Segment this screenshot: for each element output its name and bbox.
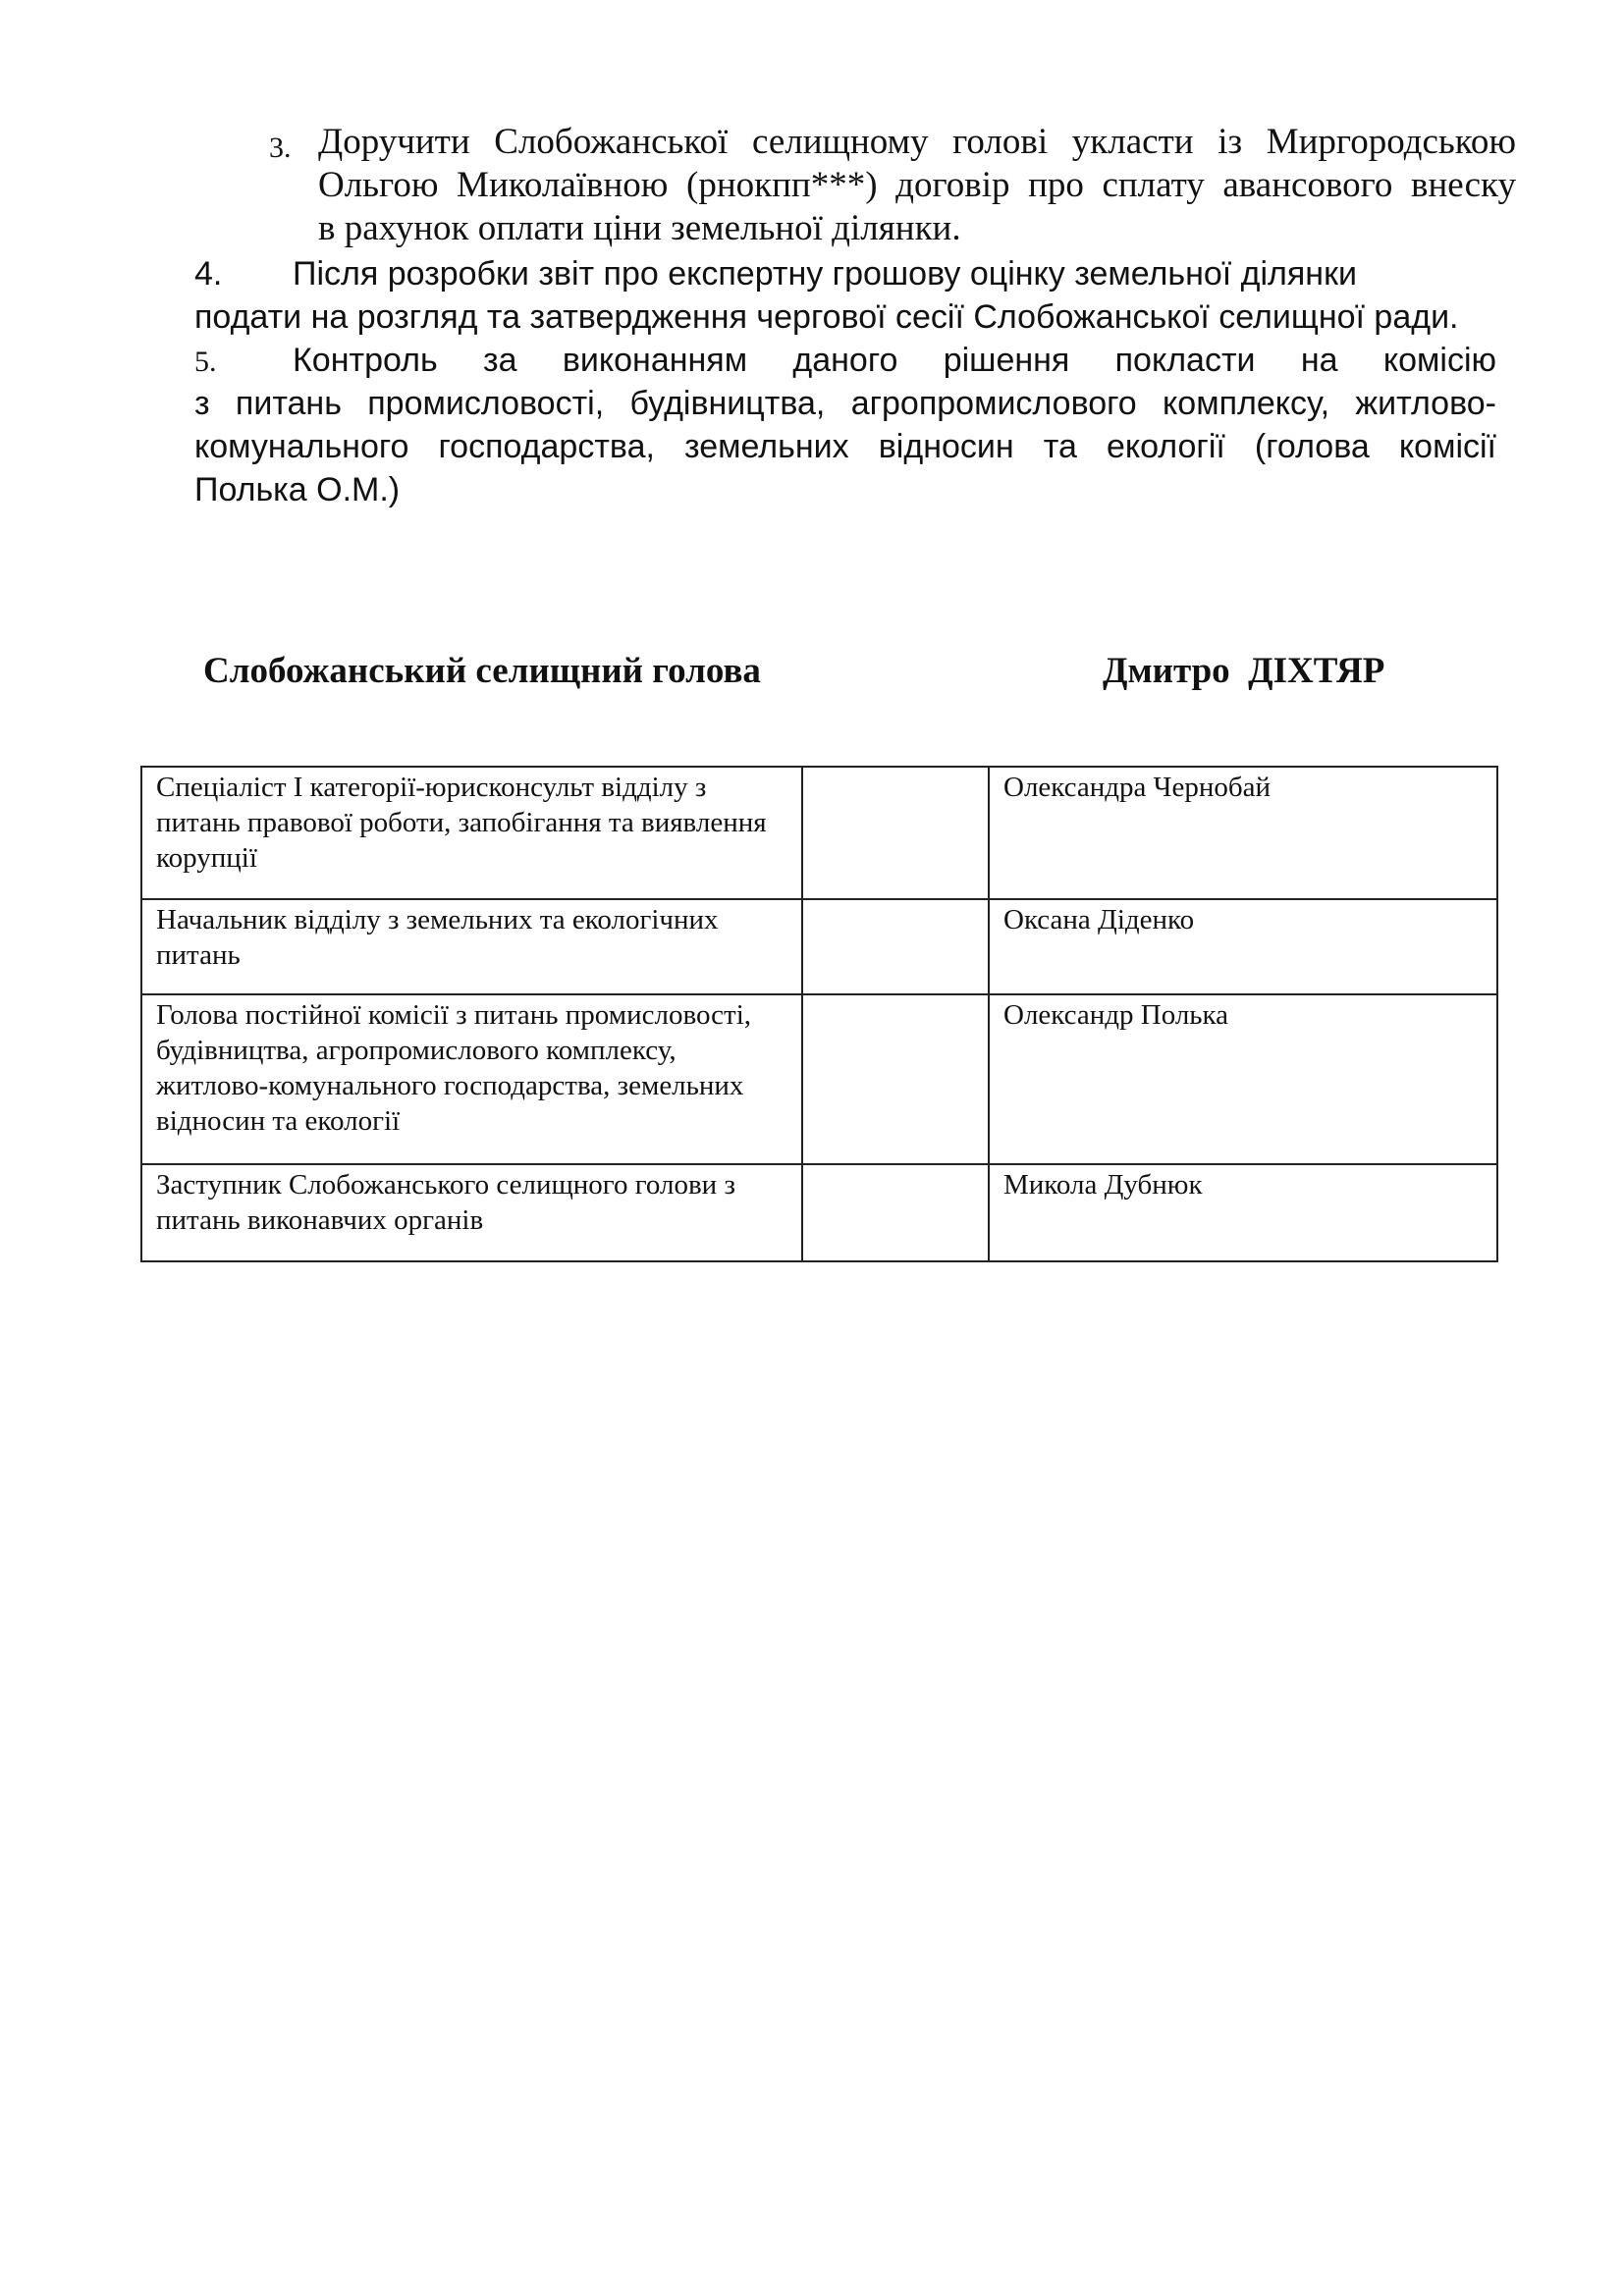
paragraph-5-line-3: комунального господарства, земельних відносин та екології (голова комісії [194,428,1496,465]
paragraph-3-line-2: Ольгою Миколаївною (рнокпп***) договір про сплату авансового внеску [318,165,1516,205]
approver-signature-cell [802,1164,989,1261]
signature-title: Слобожанський селищний голова [203,651,761,691]
paragraph-3-line-3: в рахунок оплати ціни земельної ділянки. [318,208,961,248]
approver-position: Заступник Слобожанського селищного голови з питань виконавчих органів [141,1164,802,1261]
approval-table [140,766,1498,1262]
paragraph-3-line-1: Доручити Слобожанської селищному голові укласти із Миргородською [318,122,1516,162]
approver-signature-cell [802,994,989,1164]
approver-name: Микола Дубнюк [989,1164,1497,1261]
paragraph-3-number: 3. [269,132,292,164]
paragraph-4-line-2: подати на розгляд та затвердження чергової сесії Слобожанської селищної ради. [194,298,1459,336]
paragraph-5-number: 5. [194,346,217,378]
paragraph-4-text-1: Після розробки звіт про експертну грошову оцінку земельної ділянки [293,255,1357,293]
table-row [141,1164,1497,1261]
table-row [141,994,1497,1164]
approver-signature-cell [802,767,989,899]
table-row [141,899,1497,994]
paragraph-4-line-1 [194,252,1496,295]
table-row [141,767,1497,899]
approver-name: Олександра Чернобай [989,767,1497,899]
paragraph-5-line-1 [194,339,1496,384]
approver-position: Голова постійної комісії з питань промисловості, будівництва, агропромислового комплексу, житлово-комунального господарства, земельних відносин та екології [141,994,802,1164]
approver-name: Олександр Полька [989,994,1497,1164]
approver-signature-cell [802,899,989,994]
approver-position: Спеціаліст І категорії-юрисконсульт відділу з питань правової роботи, запобігання та виявлення корупції [141,767,802,899]
approver-position: Начальник відділу з земельних та екологічних питань [141,899,802,994]
approver-name: Оксана Діденко [989,899,1497,994]
paragraph-5-line-4: Полька О.М.) [194,471,401,508]
paragraph-5-line-2: з питань промисловості, будівництва, агропромислового комплексу, житлово- [194,385,1496,422]
signature-name: Дмитро ДІХТЯР [1103,651,1385,691]
paragraph-4-number: 4. [194,255,223,293]
paragraph-5-text-1: Контроль за виконанням даного рішення покласти на комісію [293,342,1496,379]
